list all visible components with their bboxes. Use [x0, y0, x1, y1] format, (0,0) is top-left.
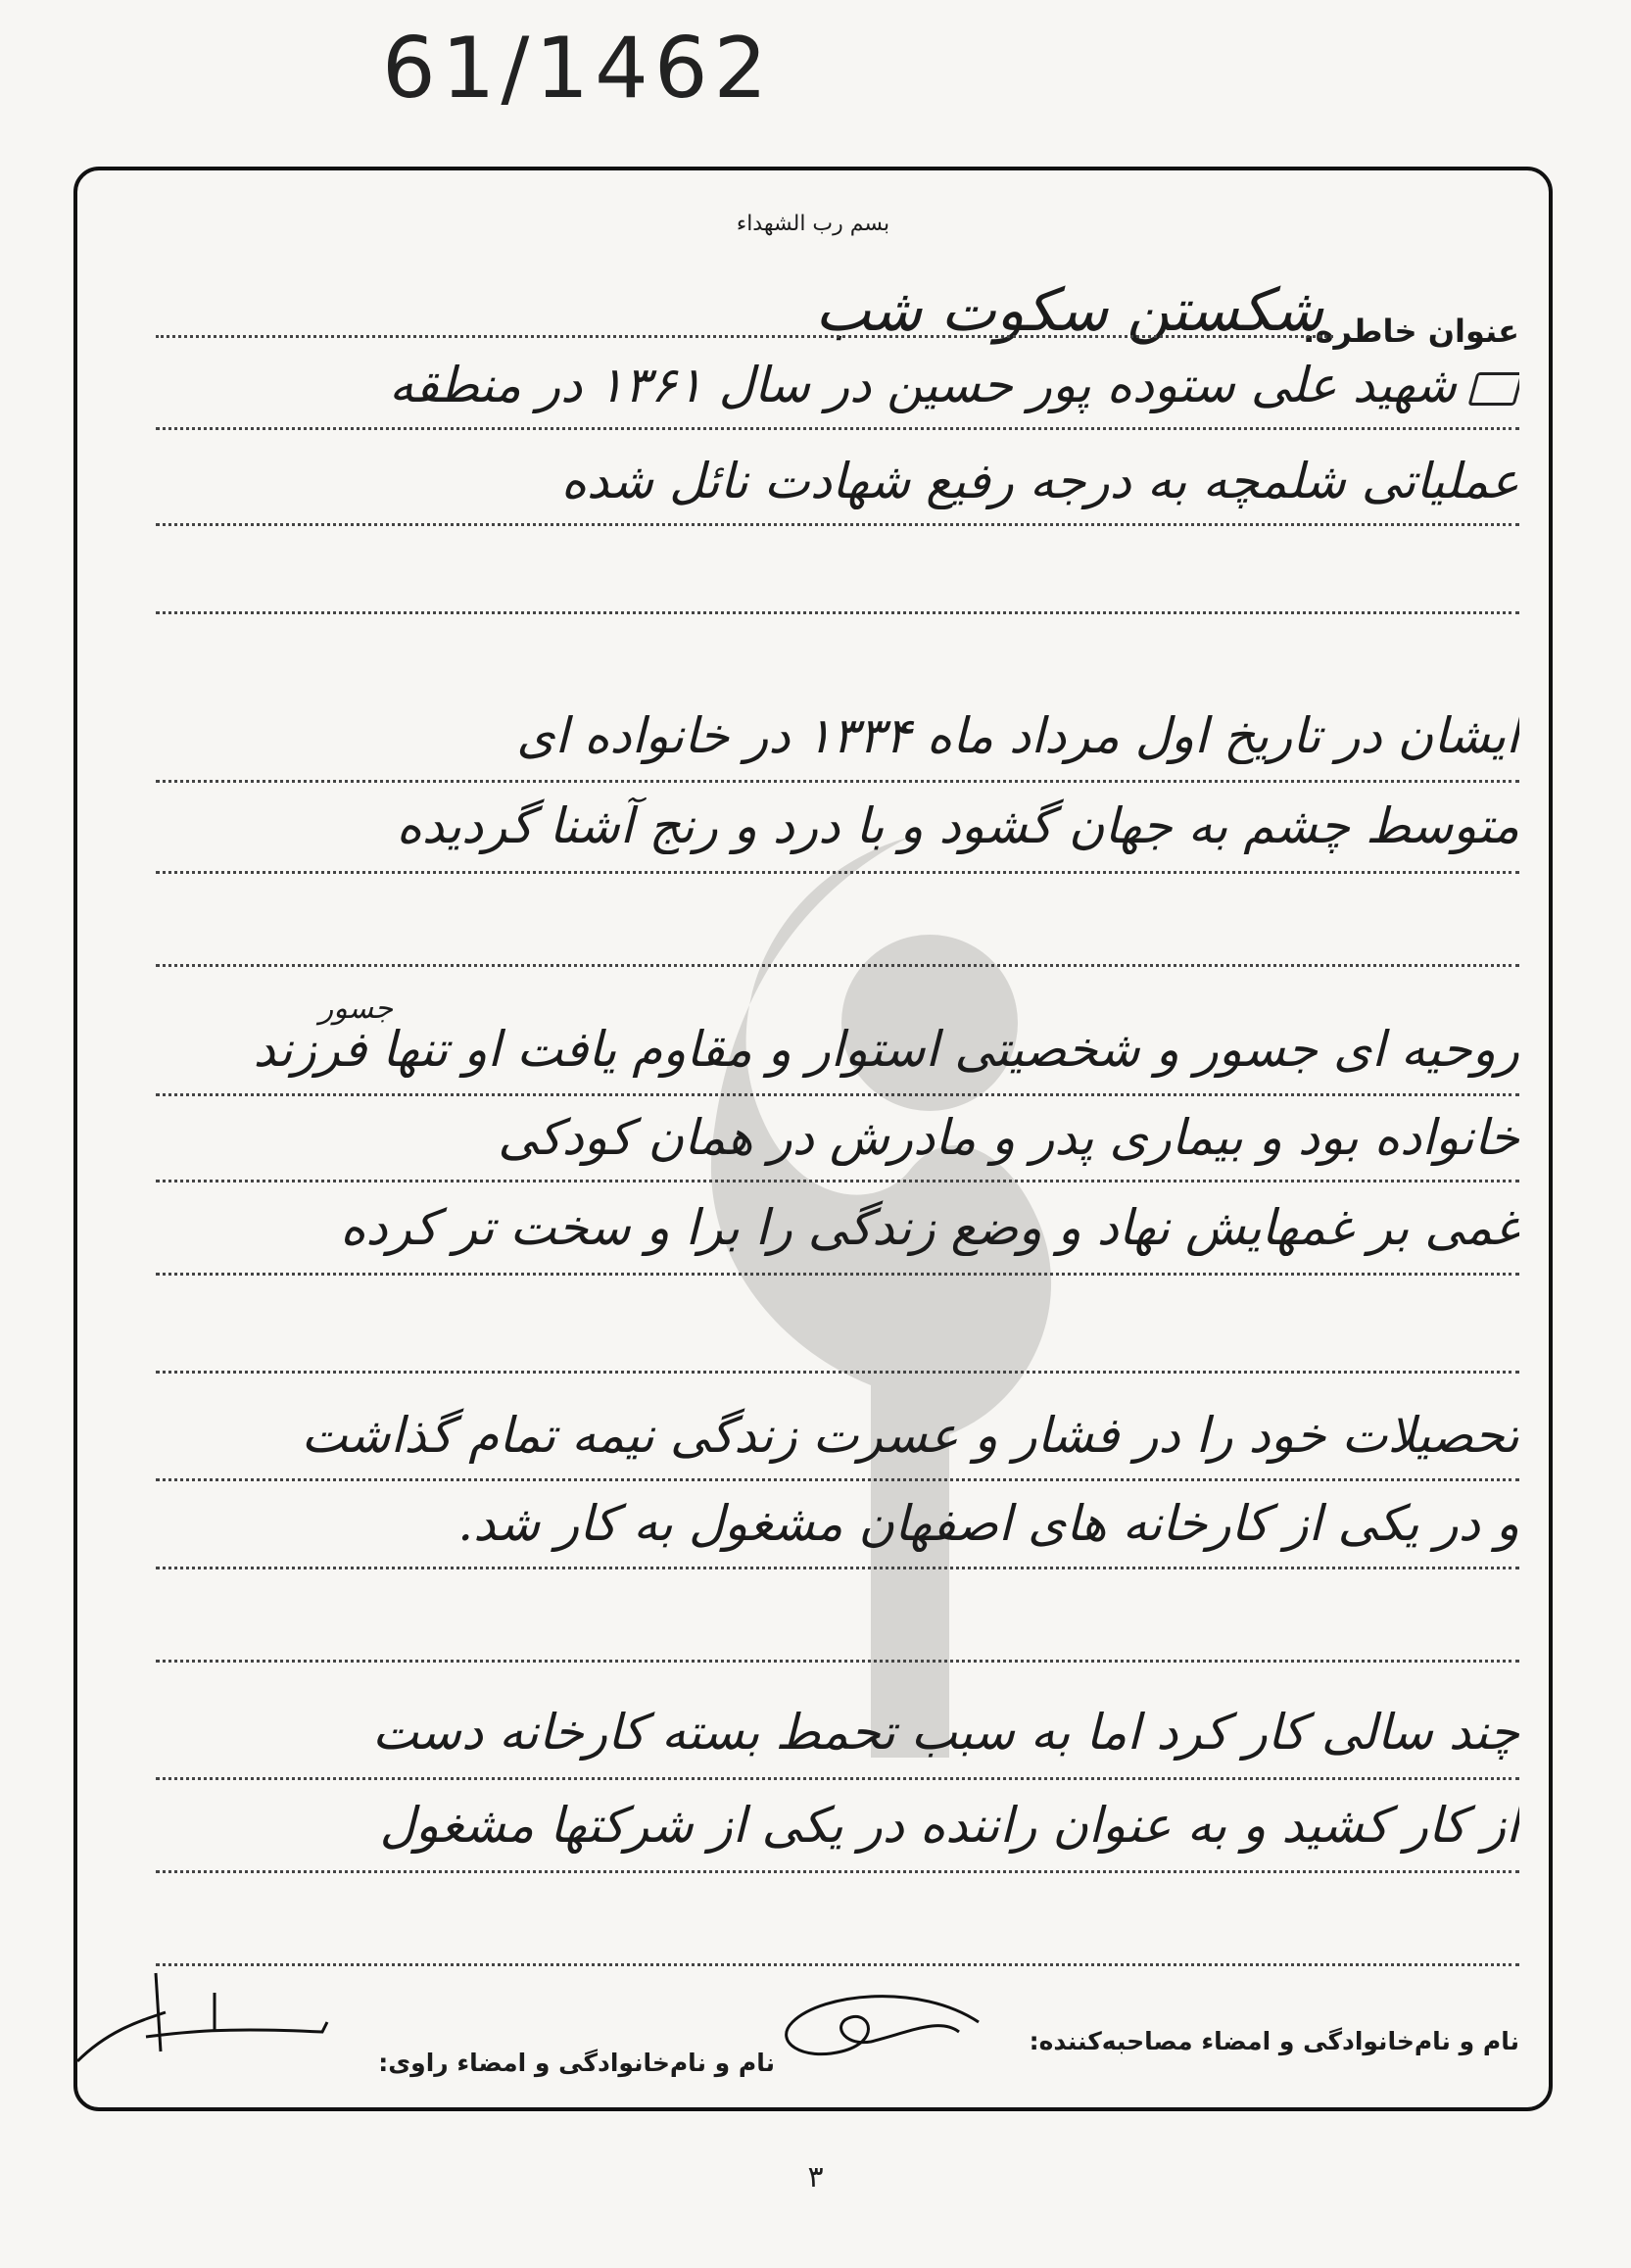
- page-number: ۳: [807, 2160, 824, 2195]
- dotted-rule: [156, 1180, 1519, 1182]
- dotted-rule: [156, 1478, 1519, 1481]
- handwritten-line: تحصیلات خود را در فشار و عسرت زندگی نیمه تمام گذاشت: [301, 1407, 1519, 1464]
- dotted-rule: [156, 871, 1519, 874]
- memory-title-label: عنوان خاطره:: [1302, 313, 1519, 350]
- interviewer-signature: [763, 1963, 988, 2071]
- note-icon: [1467, 372, 1519, 406]
- interviewer-label: نام و نام‌خانوادگی و امضاء مصاحبه‌کننده:: [1029, 2027, 1519, 2055]
- basmala: بسم رب الشهداء: [736, 212, 890, 236]
- form-frame: [73, 167, 1553, 2111]
- handwritten-line: شهید علی ستوده پور حسین در سال ۱۳۶۱ در منطقه: [97, 357, 1519, 413]
- handwritten-line: متوسط چشم به جهان گشود و با درد و رنج آشنا گردیده: [396, 797, 1519, 854]
- dotted-rule: [156, 427, 1519, 430]
- dotted-rule: [156, 964, 1519, 967]
- watermark-emblem: [655, 797, 1165, 1777]
- dotted-rule: [156, 780, 1519, 783]
- memory-title-value: شکستن سکوت شب: [815, 276, 1323, 345]
- handwritten-line: عملیاتی شلمچه به درجه رفیع شهادت نائل شده: [560, 453, 1519, 509]
- handwritten-line: از کار کشید و به عنوان راننده در یکی از شرکتها مشغول: [379, 1797, 1519, 1854]
- dotted-rule: [156, 335, 1333, 338]
- handwritten-line: ایشان در تاریخ اول مرداد ماه ۱۳۳۴ در خانواده ای: [516, 707, 1519, 764]
- page-code: 61/1462: [382, 20, 774, 118]
- handwritten-line: و در یکی از کارخانه های اصفهان مشغول به کار شد.: [457, 1495, 1519, 1552]
- narrator-label: نام و نام‌خانوادگی و امضاء راوی:: [378, 2049, 775, 2077]
- dotted-rule: [156, 1371, 1519, 1374]
- handwritten-line: روحیه ای جسور و شخصیتی استوار و مقاوم یافت او تنها فرزند: [253, 1021, 1519, 1078]
- dotted-rule: [156, 611, 1519, 614]
- dotted-rule: [156, 1567, 1519, 1569]
- dotted-rule: [156, 523, 1519, 526]
- narrator-signature: [68, 1944, 361, 2071]
- dotted-rule: [156, 1777, 1519, 1780]
- inserted-word: جسور: [318, 991, 393, 1026]
- handwritten-line: غمی بر غمهایش نهاد و وضع زندگی را برا و سخت تر کرده: [340, 1199, 1519, 1256]
- handwritten-line: چند سالی کار کرد اما به سبب تحمط بسته کارخانه دست: [371, 1704, 1519, 1761]
- dotted-rule: [156, 1870, 1519, 1873]
- dotted-rule: [156, 1273, 1519, 1276]
- dotted-rule: [156, 1660, 1519, 1663]
- handwritten-line: خانواده بود و بیماری پدر و مادرش در همان کودکی: [498, 1109, 1519, 1166]
- dotted-rule: [156, 1093, 1519, 1096]
